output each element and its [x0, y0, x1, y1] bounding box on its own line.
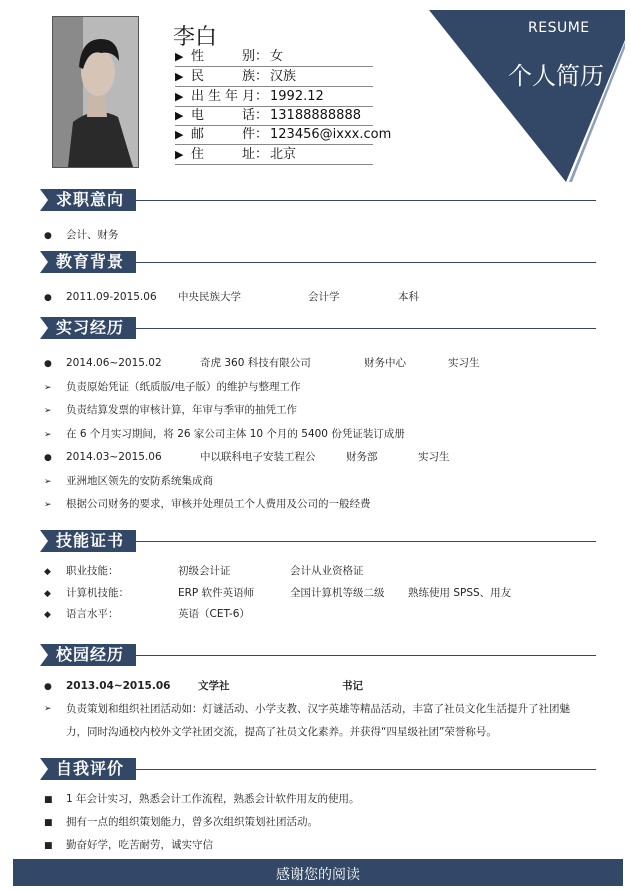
section-header-self: 自我评价	[40, 758, 596, 780]
info-address: ▶ 住 址： 北京	[175, 146, 373, 165]
resume-en-label: RESUME	[528, 20, 590, 36]
intent-item: ● 会计、财务	[44, 229, 119, 241]
bullet-dot-icon: ●	[44, 359, 52, 369]
info-ethnicity: ▶ 民 族： 汉族	[175, 68, 373, 87]
arrow-bullet-icon: ➢	[44, 477, 52, 487]
arrow-bullet-icon: ➢	[44, 704, 52, 714]
triangle-right-icon: ▶	[175, 50, 184, 63]
self-item: ■ 1 年会计实习，熟悉会计工作流程，熟悉会计软件用友的使用。	[44, 793, 360, 805]
bullet-dot-icon: ●	[44, 453, 52, 463]
info-birth: ▶ 出生年月： 1992.12	[175, 88, 373, 107]
arrow-bullet-icon: ➢	[44, 430, 52, 440]
square-bullet-icon: ■	[44, 795, 53, 805]
campus-description: ➢ 负责策划和组织社团活动如：灯谜活动、小学支教、汉字英雄等精品活动，丰富了社员文化生活提升了社团魅力，同时沟通校内校外文学社团交流，提高了社员文化素养。并获得“四星级社团”荣誉称号。	[44, 703, 570, 738]
internship-point: ➢ 负责原始凭证（纸质版/电子版）的维护与整理工作	[44, 381, 301, 393]
diamond-bullet-icon: ◆	[44, 589, 51, 599]
internship-point: ➢ 根据公司财务的要求，审核并处理员工个人费用及公司的一般经费	[44, 498, 371, 510]
info-email: ▶ 邮 件： 123456@ixxx.com	[175, 126, 373, 145]
arrow-bullet-icon: ➢	[44, 406, 52, 416]
bullet-dot-icon: ●	[44, 682, 52, 692]
triangle-right-icon: ▶	[175, 109, 184, 122]
section-header-education: 教育背景	[40, 251, 596, 273]
internship-point: ➢ 在 6 个月实习期间，将 26 家公司主体 10 个月的 5400 份凭证装订成册	[44, 428, 405, 440]
info-phone: ▶ 电 话： 13188888888	[175, 107, 373, 126]
internship-job-1: ● 2014.06~2015.02 奇虎 360 科技有限公司 财务中心 实习生	[44, 357, 480, 369]
resume-cn-label: 个人简历	[508, 62, 604, 90]
square-bullet-icon: ■	[44, 841, 53, 851]
profile-photo	[52, 16, 139, 168]
diamond-bullet-icon: ◆	[44, 567, 51, 577]
skills-row: ◆ 职业技能： 初级会计证 会计从业资格证	[44, 565, 364, 577]
section-header-campus: 校园经历	[40, 644, 596, 666]
bullet-dot-icon: ●	[44, 231, 52, 241]
education-row: ● 2011.09-2015.06 中央民族大学 会计学 本科	[44, 291, 419, 303]
self-item: ■ 拥有一点的组织策划能力，曾多次组织策划社团活动。	[44, 816, 318, 828]
campus-row: ● 2013.04~2015.06 文学社 书记	[44, 680, 363, 692]
square-bullet-icon: ■	[44, 818, 53, 828]
skills-row: ◆ 语言水平： 英语（CET-6）	[44, 608, 250, 620]
resume-corner-banner	[429, 10, 625, 182]
internship-job-2: ● 2014.03~2015.06 中以联科电子安装工程公 财务部 实习生	[44, 451, 450, 463]
candidate-name: 李白	[173, 25, 218, 50]
triangle-right-icon: ▶	[175, 90, 184, 103]
diamond-bullet-icon: ◆	[44, 610, 51, 620]
triangle-right-icon: ▶	[175, 128, 184, 141]
bullet-dot-icon: ●	[44, 293, 52, 303]
triangle-right-icon: ▶	[175, 70, 184, 83]
internship-point: ➢ 亚洲地区领先的安防系统集成商	[44, 475, 213, 487]
triangle-right-icon: ▶	[175, 148, 184, 161]
section-header-internship: 实习经历	[40, 317, 596, 339]
arrow-bullet-icon: ➢	[44, 383, 52, 393]
info-gender: ▶ 性 别： 女	[175, 48, 373, 67]
arrow-bullet-icon: ➢	[44, 500, 52, 510]
footer-banner: 感谢您的阅读	[13, 859, 623, 886]
self-item: ■ 勤奋好学，吃苦耐劳，诚实守信	[44, 839, 213, 851]
section-header-intent: 求职意向	[40, 189, 596, 211]
section-header-skills: 技能证书	[40, 530, 596, 552]
internship-point: ➢ 负责结算发票的审核计算，年审与季审的抽凭工作	[44, 404, 297, 416]
skills-row: ◆ 计算机技能： ERP 软件英语师 全国计算机等级二级 熟练使用 SPSS、用友	[44, 587, 512, 599]
